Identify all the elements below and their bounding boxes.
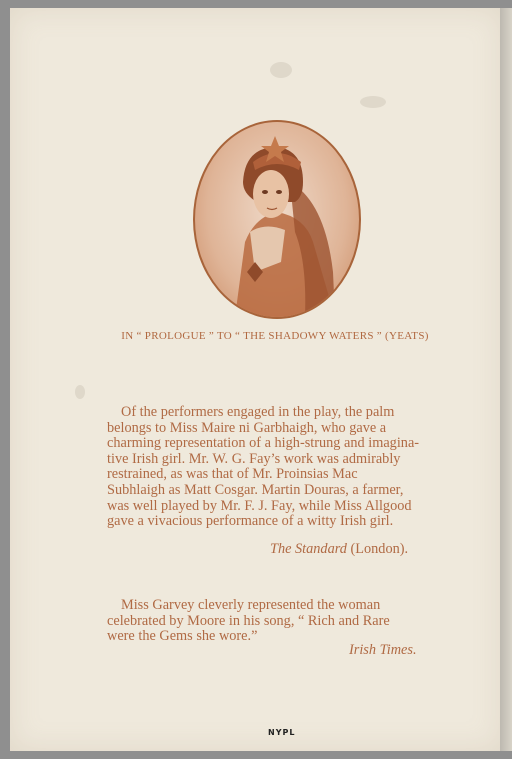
review-line: Of the performers engaged in the play, the palm xyxy=(121,404,395,420)
review-line: belongs to Miss Maire ni Garbhaigh, who gave a xyxy=(107,419,387,436)
library-stamp: NYPL xyxy=(268,728,296,737)
paper-stain xyxy=(75,385,85,399)
paper-stain xyxy=(270,62,292,78)
review-line: Subhlaigh as Matt Cosgar. Martin Douras, a farmer, xyxy=(107,481,404,498)
actress-portrait xyxy=(193,120,361,319)
review-line: celebrated by Moore in his song, “ Rich and Rare xyxy=(107,612,390,629)
adjacent-page-edge xyxy=(500,8,512,751)
portrait-caption: IN “ PROLOGUE ” TO “ THE SHADOWY WATERS ” (YEATS) xyxy=(121,330,429,342)
review-line: tive Irish girl. Mr. W. G. Fay’s work was admirably xyxy=(107,450,401,467)
review-irish-times xyxy=(107,598,435,645)
review-line: Miss Garvey cleverly represented the woman xyxy=(121,597,381,613)
paper-stain xyxy=(360,96,386,108)
portrait-illustration xyxy=(195,122,359,317)
review-line: restrained, as was that of Mr. Proinsias Mac xyxy=(107,466,358,483)
review-standard xyxy=(107,405,435,530)
review-standard-source xyxy=(270,541,408,558)
review-line: charming representation of a high-strung and imagina- xyxy=(107,435,420,452)
review-line: were the Gems she wore.” xyxy=(107,628,258,645)
review-irish-times-source xyxy=(349,642,417,659)
source-place: (London). xyxy=(350,541,409,557)
source-title: Irish Times. xyxy=(349,642,417,658)
review-line: was well played by Mr. F. J. Fay, while Miss Allgood xyxy=(107,497,412,514)
review-line: gave a vivacious performance of a witty Irish girl. xyxy=(107,513,394,530)
source-title: The Standard xyxy=(270,541,347,557)
